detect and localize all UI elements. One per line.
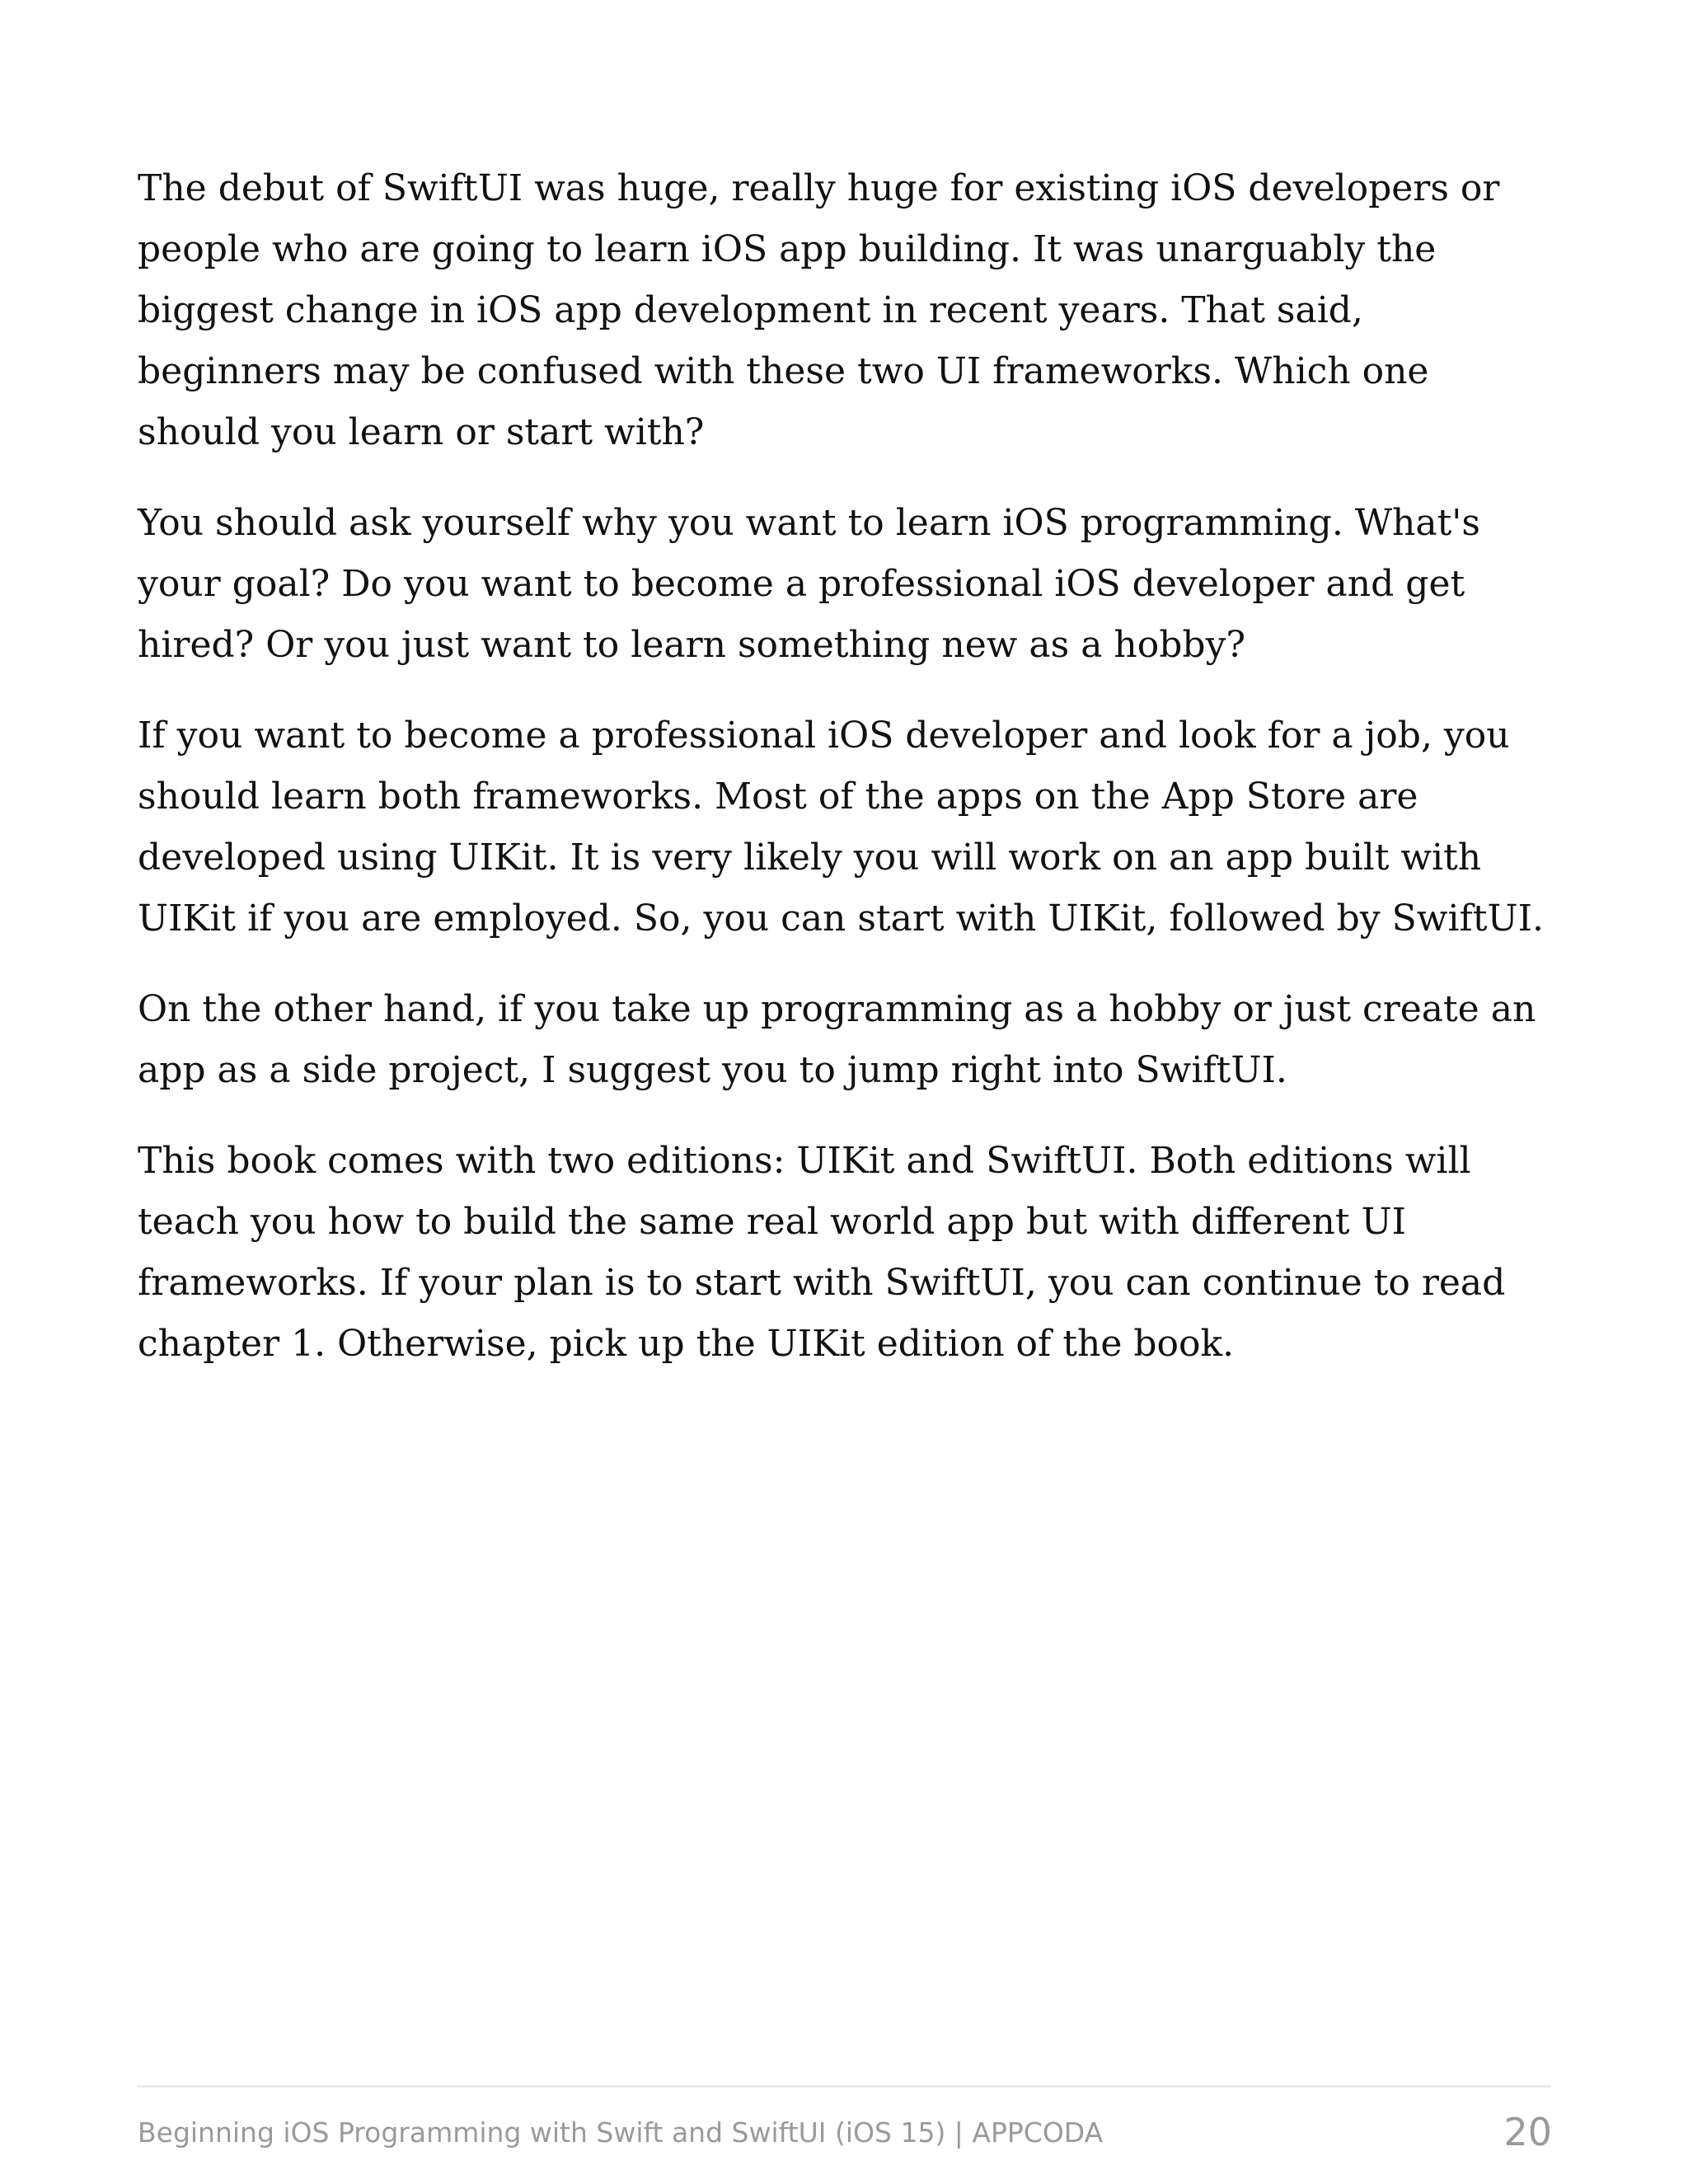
paragraph-4: On the other hand, if you take up programming as a hobby or just create an app as a side project, I suggest you to jump right into SwiftUI. bbox=[138, 988, 1536, 1091]
paragraph-5: This book comes with two editions: UIKit and SwiftUI. Both editions will teach you how to build the same real world app but with different UI frameworks. If your plan is to start with SwiftUI, you can continue to read chapter 1. Otherwise, pick up the UIKit edition of the book. bbox=[138, 1140, 1506, 1365]
paragraph-1: The debut of SwiftUI was huge, really huge for existing iOS developers or people who are going to learn iOS app building. It was unarguably the biggest change in iOS app development in recent years. That said, beginners may be confused with these two UI frameworks. Which one should you learn or start with? bbox=[138, 167, 1500, 453]
page-number: 20 bbox=[1503, 2110, 1552, 2154]
body-text bbox=[138, 158, 1555, 1404]
footer-divider bbox=[138, 2085, 1551, 2088]
footer-book-title: Beginning iOS Programming with Swift and SwiftUI (iOS 15) | APPCODA bbox=[138, 2116, 1104, 2149]
paragraph-3: If you want to become a professional iOS developer and look for a job, you should learn both frameworks. Most of the apps on the App Store are developed using UIKit. It is very likely you will work on an app built with UIKit if you are employed. So, you can start with UIKit, followed by SwiftUI. bbox=[138, 715, 1544, 940]
paragraph-2: You should ask yourself why you want to learn iOS programming. What's your goal? Do you want to become a professional iOS developer and get hired? Or you just want to learn something new as a hobby? bbox=[138, 502, 1480, 666]
